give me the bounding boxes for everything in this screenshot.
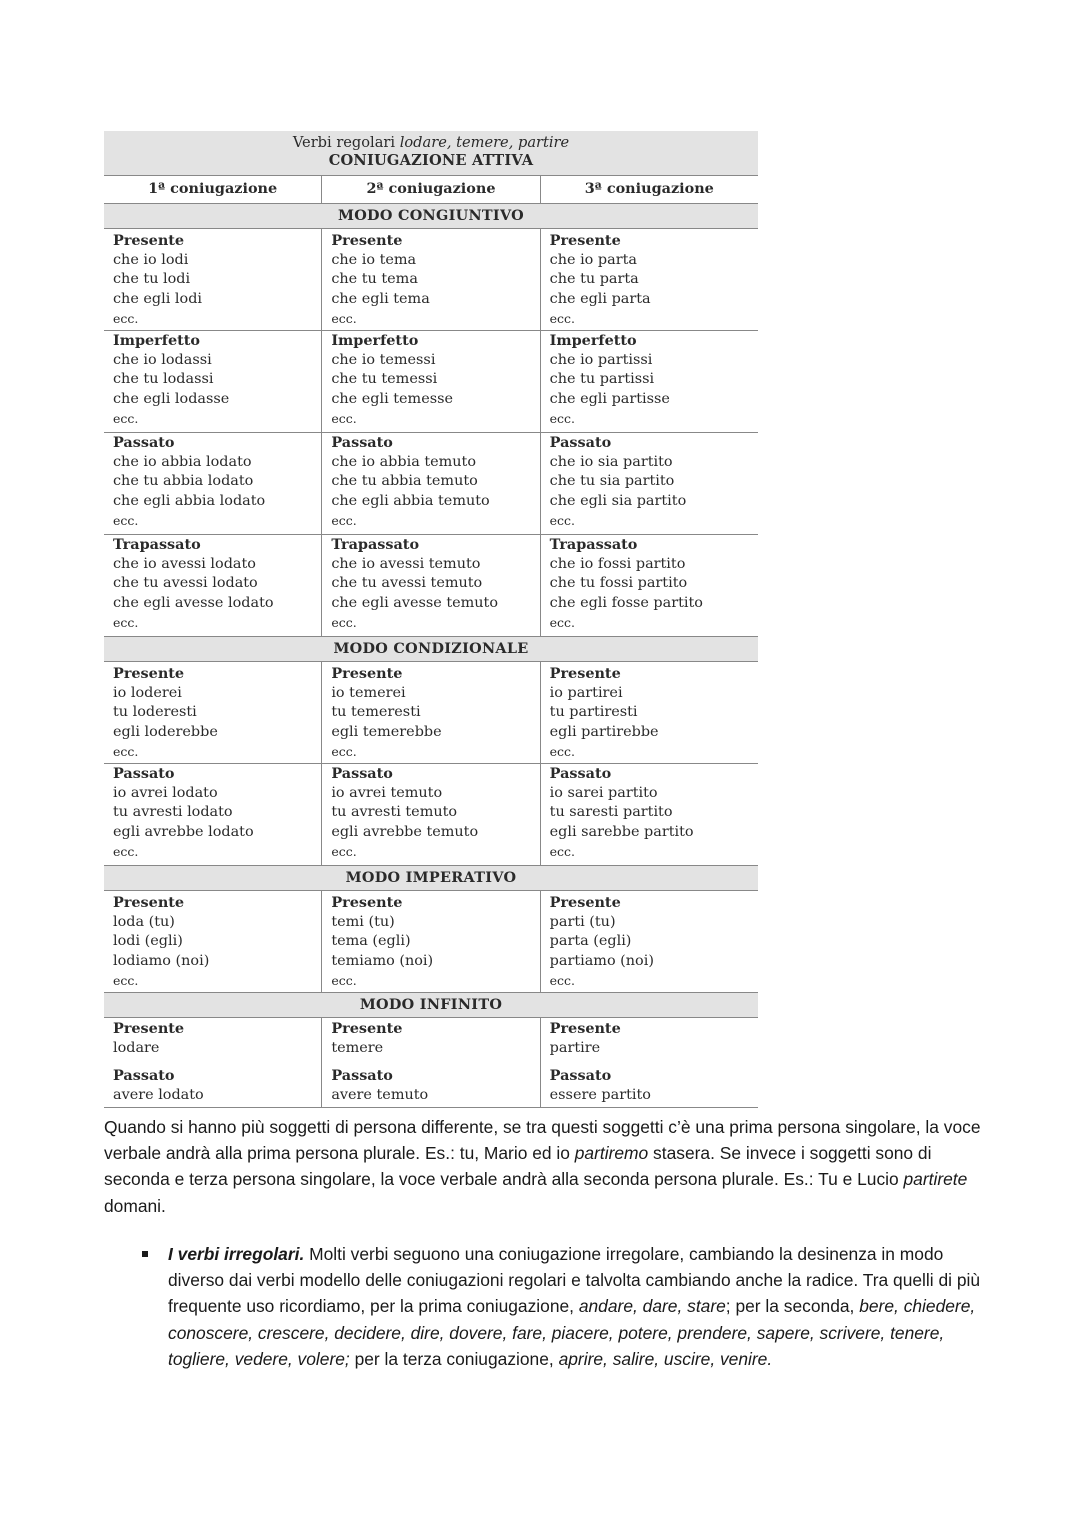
tense-label: Presente: [549, 1020, 621, 1037]
etc-label: ecc.: [113, 744, 139, 760]
verb-form: egli avrebbe temuto: [331, 823, 479, 840]
verb-form: essere partito: [549, 1086, 651, 1103]
etc-label: ecc.: [549, 844, 576, 860]
table-cell: [104, 535, 321, 636]
verb-form: lodiamo (noi): [113, 952, 210, 969]
verb-form: che io lodi: [113, 251, 189, 268]
verb-form: lodare: [113, 1039, 160, 1056]
infinito-row: [104, 1018, 758, 1108]
table-cell: [321, 764, 539, 865]
tense-label: Passato: [549, 1067, 612, 1085]
etc-label: ecc.: [113, 513, 139, 529]
etc-label: ecc.: [549, 744, 576, 760]
verb-form: che io avessi temuto: [331, 555, 481, 572]
verb-form: io loderei: [113, 684, 182, 701]
verb-form: che tu partissi: [549, 371, 655, 388]
verb-form: tu avresti temuto: [331, 804, 458, 821]
bullet-irregular-verbs: [104, 1241, 984, 1372]
verb-form: che egli abbia temuto: [331, 492, 490, 509]
table-cell: [104, 1018, 321, 1107]
tense-label: Passato: [549, 434, 612, 451]
verb-form: che io fossi partito: [549, 555, 686, 572]
tense-label: Presente: [113, 894, 185, 911]
verb-form: che egli parta: [549, 290, 651, 307]
tense-label: Presente: [331, 665, 403, 682]
table-cell: [104, 891, 321, 992]
table-cell: [104, 662, 321, 763]
table-row: [104, 662, 758, 764]
table-cell: [321, 535, 539, 636]
table-cell: [540, 764, 758, 865]
verb-form: che tu fossi partito: [549, 575, 688, 592]
etc-label: ecc.: [549, 513, 576, 529]
verb-form: tu temeresti: [331, 704, 421, 721]
table-cell: [540, 331, 758, 432]
etc-label: ecc.: [331, 311, 357, 327]
verb-form: temere: [331, 1039, 384, 1056]
table-cell: [104, 764, 321, 865]
table-title: Verbi regolari lodare, temere, partire: [292, 134, 570, 151]
table-row: [104, 229, 758, 331]
verb-form: che io partissi: [549, 351, 653, 368]
column-header: 2ª coniugazione: [321, 176, 539, 203]
table-cell: [540, 662, 758, 763]
tense-label: Presente: [113, 232, 185, 249]
verb-form: che egli abbia lodato: [113, 492, 266, 509]
tense-label: Passato: [113, 434, 175, 451]
verb-form: che tu abbia lodato: [113, 473, 254, 490]
verb-form: tu partiresti: [549, 704, 638, 721]
table-cell: [321, 891, 539, 992]
mode-imperativo-header: MODO IMPERATIVO: [104, 866, 758, 891]
verb-form: che egli lodasse: [113, 390, 230, 407]
verb-form: che egli partisse: [549, 390, 670, 407]
etc-label: ecc.: [549, 311, 576, 327]
tense-label: Passato: [113, 1067, 175, 1085]
table-row: [104, 891, 758, 993]
verb-form: lodi (egli): [113, 933, 183, 950]
mode-condizionale-header: MODO CONDIZIONALE: [104, 637, 758, 662]
table-row: [104, 331, 758, 433]
etc-label: ecc.: [331, 615, 357, 631]
verb-form: egli avrebbe lodato: [113, 823, 254, 840]
verb-form: che egli lodi: [113, 290, 203, 307]
table-cell: [540, 229, 758, 330]
tense-label: Passato: [113, 765, 175, 782]
verb-form: che tu temessi: [331, 371, 438, 388]
verb-form: che io parta: [549, 251, 637, 268]
table-cell: [540, 535, 758, 636]
tense-label: Trapassato: [331, 536, 420, 553]
etc-label: ecc.: [113, 411, 139, 427]
etc-label: ecc.: [549, 615, 576, 631]
verb-form: egli temerebbe: [331, 723, 442, 740]
tense-label: Presente: [549, 232, 621, 249]
tense-label: Trapassato: [113, 536, 201, 553]
verb-form: che tu avessi lodato: [113, 575, 258, 592]
verb-form: tema (egli): [331, 933, 411, 950]
verb-form: egli sarebbe partito: [549, 823, 694, 840]
tense-label: Presente: [113, 665, 185, 682]
table-cell: [321, 229, 539, 330]
bullet-text: I verbi irregolari. Molti verbi seguono una coniugazione irregolare, cambiando la desinenza in modo diverso dai verbi modello delle coniugazioni regolari e talvolta cambiando anche la radice. Tra quelli di più frequente uso ricordiamo, per la prima coniugazione, andare, dare, stare; per la seconda, bere, chiedere, conoscere, crescere, decidere, dire, dovere, fare, piacere, potere, prendere, sapere, scrivere, tenere, togliere, vedere, volere; per la terza coniugazione, aprire, salire, uscire, venire.: [168, 1244, 981, 1369]
verb-form: avere lodato: [113, 1086, 204, 1103]
etc-label: ecc.: [113, 973, 139, 989]
table-cell: [540, 891, 758, 992]
tense-label: Trapassato: [549, 536, 638, 553]
verb-form: partiamo (noi): [549, 952, 654, 969]
tense-label: Presente: [331, 1020, 403, 1037]
imperativo-section: [104, 891, 758, 993]
verb-form: partire: [549, 1039, 601, 1056]
tense-label: Passato: [549, 765, 612, 782]
table-row: [104, 433, 758, 535]
etc-label: ecc.: [549, 411, 576, 427]
verb-form: io avrei temuto: [331, 784, 443, 801]
etc-label: ecc.: [113, 615, 139, 631]
verb-form: che io tema: [331, 251, 417, 268]
verb-form: che egli avesse temuto: [331, 594, 499, 611]
verb-form: loda (tu): [113, 913, 175, 930]
tense-label: Presente: [549, 665, 621, 682]
etc-label: ecc.: [331, 411, 357, 427]
verb-form: che io lodassi: [113, 351, 212, 368]
verb-form: parti (tu): [549, 913, 616, 930]
mode-congiuntivo-header: MODO CONGIUNTIVO: [104, 204, 758, 229]
table-cell: [321, 1018, 539, 1107]
bullet-square-icon: [142, 1251, 148, 1257]
verb-form: che egli tema: [331, 290, 430, 307]
column-header: 1ª coniugazione: [148, 180, 278, 197]
verb-form: che io temessi: [331, 351, 436, 368]
etc-label: ecc.: [331, 513, 357, 529]
table-cell: [321, 433, 539, 534]
tense-label: Imperfetto: [549, 332, 637, 349]
verb-form: avere temuto: [331, 1086, 429, 1103]
congiuntivo-section: [104, 229, 758, 637]
tense-label: Presente: [331, 894, 403, 911]
tense-label: Passato: [331, 434, 393, 451]
table-cell: [540, 433, 758, 534]
verb-form: che io abbia temuto: [331, 453, 477, 470]
table-cell: [104, 229, 321, 330]
verb-form: che egli temesse: [331, 390, 454, 407]
verb-form: temiamo (noi): [331, 952, 434, 969]
verb-form: che egli avesse lodato: [113, 594, 274, 611]
column-header: 3ª coniugazione: [540, 176, 758, 203]
table-subtitle: CONIUGAZIONE ATTIVA: [328, 152, 534, 169]
etc-label: ecc.: [331, 973, 357, 989]
tense-label: Imperfetto: [113, 332, 200, 349]
etc-label: ecc.: [113, 844, 139, 860]
verb-form: temi (tu): [331, 913, 395, 930]
table-row: [104, 764, 758, 866]
condizionale-section: [104, 662, 758, 866]
verb-form: parta (egli): [549, 933, 632, 950]
verb-form: io temerei: [331, 684, 406, 701]
verb-form: che io abbia lodato: [113, 453, 252, 470]
etc-label: ecc.: [331, 844, 357, 860]
verb-form: io sarei partito: [549, 784, 658, 801]
paragraph-concordance: Quando si hanno più soggetti di persona differente, se tra questi soggetti c’è una prima persona singolare, la voce verbale andrà alla prima persona plurale. Es.: tu, Mario ed io partiremo stasera. Se invece i soggetti sono di seconda e terza persona singolare, la voce verbale andrà alla seconda persona plurale. Es.: Tu e Lucio partirete domani.: [104, 1117, 981, 1216]
table-cell: [104, 331, 321, 432]
etc-label: ecc.: [113, 311, 139, 327]
verb-form: che io avessi lodato: [113, 555, 256, 572]
verb-form: che egli fosse partito: [549, 594, 703, 611]
verb-form: che tu tema: [331, 271, 418, 288]
tense-label: Passato: [331, 765, 393, 782]
verb-form: che io sia partito: [549, 453, 673, 470]
table-title-box: [104, 131, 758, 175]
tense-label: Presente: [331, 232, 403, 249]
tense-label: Passato: [331, 1067, 393, 1085]
table-cell: [540, 1018, 758, 1107]
etc-label: ecc.: [331, 744, 357, 760]
tense-label: Presente: [113, 1020, 185, 1037]
tense-label: Presente: [549, 894, 621, 911]
table-cell: [104, 433, 321, 534]
verb-form: tu saresti partito: [549, 804, 673, 821]
verb-form: egli loderebbe: [113, 723, 218, 740]
verb-form: che egli sia partito: [549, 492, 687, 509]
verb-form: che tu abbia temuto: [331, 473, 478, 490]
table-cell: [321, 662, 539, 763]
verb-form: che tu sia partito: [549, 473, 675, 490]
verb-form: tu avresti lodato: [113, 804, 233, 821]
table-cell: [321, 331, 539, 432]
verb-form: io partirei: [549, 684, 623, 701]
conjugation-table: [104, 131, 758, 1108]
verb-form: che tu lodassi: [113, 371, 214, 388]
verb-form: che tu parta: [549, 271, 639, 288]
table-row: [104, 535, 758, 637]
tense-label: Imperfetto: [331, 332, 419, 349]
verb-form: io avrei lodato: [113, 784, 218, 801]
verb-form: che tu avessi temuto: [331, 575, 483, 592]
verb-form: tu loderesti: [113, 704, 197, 721]
verb-form: egli partirebbe: [549, 723, 659, 740]
etc-label: ecc.: [549, 973, 576, 989]
verb-form: che tu lodi: [113, 271, 191, 288]
mode-infinito-header: MODO INFINITO: [104, 993, 758, 1018]
column-headers: [104, 175, 758, 204]
